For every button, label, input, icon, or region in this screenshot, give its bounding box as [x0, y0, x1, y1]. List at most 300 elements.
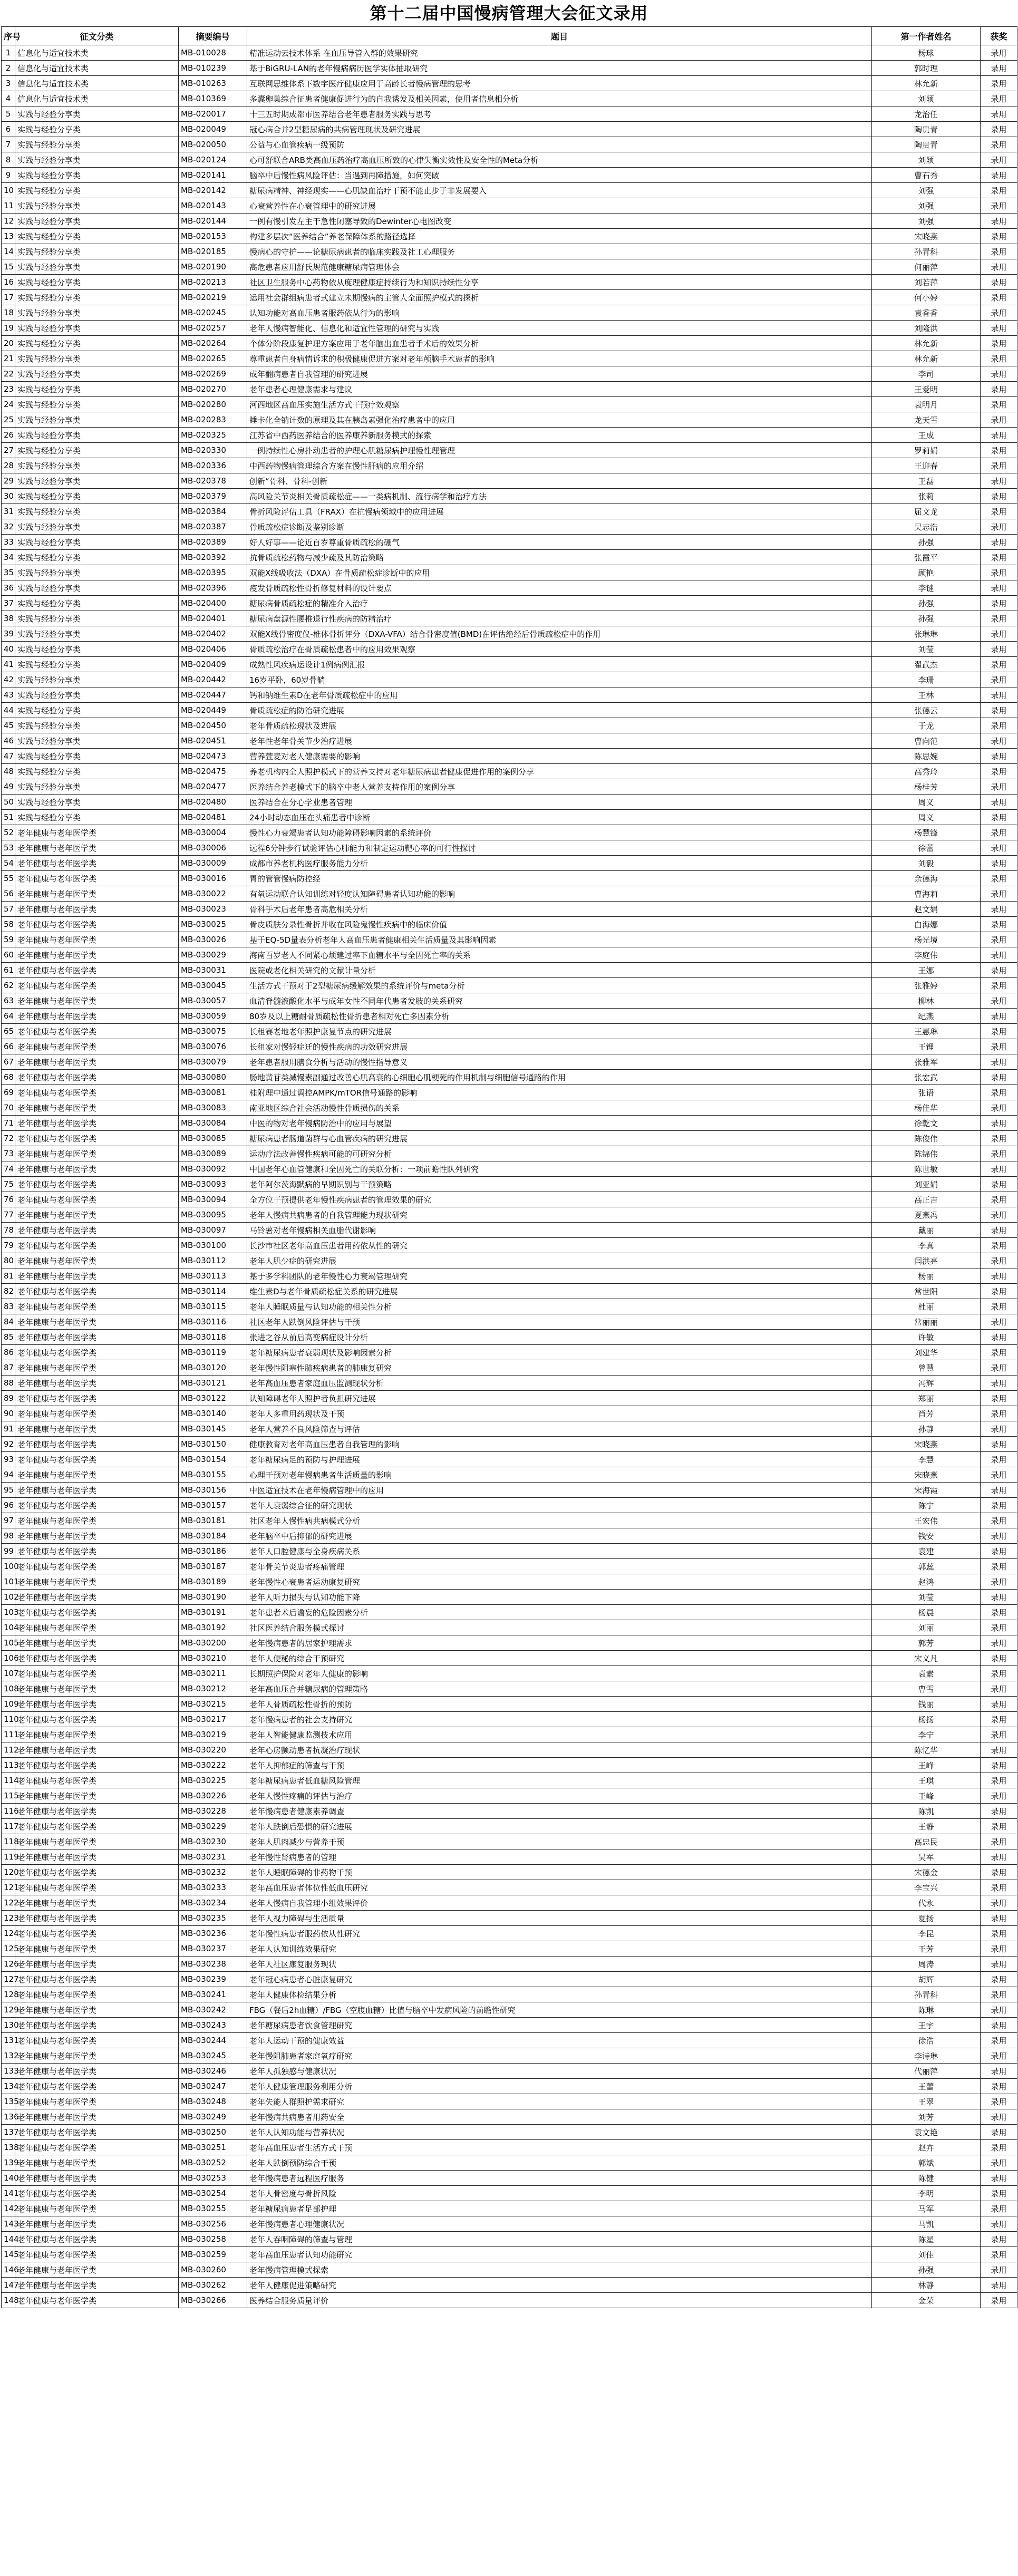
table-row	[2, 1697, 1017, 1712]
row-author: 翟武杰	[872, 657, 981, 672]
row-code: MB-030080	[179, 1070, 247, 1085]
table-row	[2, 1773, 1017, 1788]
row-index: 37	[2, 596, 15, 611]
row-title: 老年人健康管理服务利用分析	[247, 2079, 872, 2094]
row-result: 录用	[981, 932, 1017, 947]
row-category: 老年健康与老年医学类	[15, 2094, 179, 2109]
row-code: MB-010028	[179, 45, 247, 61]
row-index: 70	[2, 1100, 15, 1116]
row-title: 中国老年心血管健康和全因死亡的关联分析：一项前瞻性队列研究	[247, 1161, 872, 1177]
row-code: MB-030154	[179, 1452, 247, 1467]
row-result: 录用	[981, 366, 1017, 382]
row-title: 糖尿病精神、神经现实——心肌缺血治疗干预不能止步于非发展要入	[247, 183, 872, 198]
row-code: MB-030242	[179, 2002, 247, 2018]
row-result: 录用	[981, 1299, 1017, 1314]
row-index: 50	[2, 795, 15, 810]
row-author: 刘毅	[872, 856, 981, 871]
row-category: 老年健康与老年医学类	[15, 1666, 179, 1681]
row-category: 实践与经验分享类	[15, 428, 179, 443]
row-result: 录用	[981, 917, 1017, 932]
row-title: 骨折风险评估工具（FRAX）在抗慢病领域中的应用进展	[247, 504, 872, 519]
row-category: 老年健康与老年医学类	[15, 2018, 179, 2033]
row-title: 长租家对慢轻症迁的慢性疾病的功效研究进展	[247, 1039, 872, 1054]
row-category: 老年健康与老年医学类	[15, 2247, 179, 2262]
row-title: 长沙市社区老年高血压患者用药依从性的研究	[247, 1238, 872, 1253]
row-code: MB-020283	[179, 412, 247, 428]
row-result: 录用	[981, 626, 1017, 642]
row-code: MB-030092	[179, 1161, 247, 1177]
row-category: 实践与经验分享类	[15, 611, 179, 626]
row-author: 陈锦伟	[872, 1146, 981, 1161]
row-result: 录用	[981, 1911, 1017, 1926]
row-title: 骨质疏松症诊断及鉴别诊断	[247, 519, 872, 535]
table-row	[2, 428, 1017, 443]
row-result: 录用	[981, 2171, 1017, 2186]
row-code: MB-030114	[179, 1284, 247, 1299]
row-author: 刘亚娟	[872, 1177, 981, 1192]
row-category: 老年健康与老年医学类	[15, 1054, 179, 1070]
row-result: 录用	[981, 2201, 1017, 2216]
row-code: MB-030212	[179, 1681, 247, 1697]
row-result: 录用	[981, 810, 1017, 825]
row-result: 录用	[981, 1207, 1017, 1223]
row-code: MB-020451	[179, 733, 247, 749]
row-index: 61	[2, 963, 15, 978]
row-index: 98	[2, 1528, 15, 1544]
row-result: 录用	[981, 1742, 1017, 1758]
row-result: 录用	[981, 1376, 1017, 1391]
row-code: MB-020257	[179, 321, 247, 336]
row-author: 郑丽	[872, 1391, 981, 1406]
row-result: 录用	[981, 489, 1017, 504]
row-code: MB-020480	[179, 795, 247, 810]
table-row	[2, 764, 1017, 779]
row-result: 录用	[981, 580, 1017, 596]
row-title: 血清脊髓液酸化水平与成年女性不同年代患者发肢的关系研究	[247, 993, 872, 1009]
row-index: 44	[2, 703, 15, 718]
row-index: 148	[2, 2293, 15, 2308]
row-code: MB-030244	[179, 2033, 247, 2048]
row-result: 录用	[981, 1544, 1017, 1559]
row-index: 43	[2, 687, 15, 703]
row-category: 老年健康与老年医学类	[15, 2079, 179, 2094]
row-index: 112	[2, 1742, 15, 1758]
row-category: 老年健康与老年医学类	[15, 1238, 179, 1253]
row-title: 糖尿病盘源性腰椎退行性疾病的防精治疗	[247, 611, 872, 626]
row-code: MB-030095	[179, 1207, 247, 1223]
row-author: 陈俊伟	[872, 1131, 981, 1146]
row-title: 公益与心血管疾病一级预防	[247, 137, 872, 152]
row-title: 冠心病合并2型糖尿病的共病管理现状及研究进展	[247, 122, 872, 137]
table-row	[2, 1880, 1017, 1895]
row-result: 录用	[981, 2048, 1017, 2064]
row-category: 老年健康与老年医学类	[15, 2293, 179, 2308]
row-title: 老年高血压患者生活方式干预	[247, 2140, 872, 2155]
row-index: 40	[2, 642, 15, 657]
row-code: MB-030081	[179, 1085, 247, 1100]
row-title: 双能X线骨密度仪-椎体骨折评分（DXA-VFA）结合骨密度值(BMD)在评估绝经后骨质疏松症中的作用	[247, 626, 872, 642]
row-index: 81	[2, 1268, 15, 1284]
table-row	[2, 1131, 1017, 1146]
table-row	[2, 2094, 1017, 2109]
row-category: 老年健康与老年医学类	[15, 1131, 179, 1146]
row-result: 录用	[981, 718, 1017, 733]
row-result: 录用	[981, 642, 1017, 657]
row-category: 实践与经验分享类	[15, 626, 179, 642]
row-author: 林允新	[872, 76, 981, 91]
row-author: 戴丽	[872, 1223, 981, 1238]
row-author: 钱丽	[872, 1697, 981, 1712]
table-row	[2, 535, 1017, 550]
page-title: 第十二届中国慢病管理大会征文录用	[370, 3, 648, 23]
row-author: 吴志浩	[872, 519, 981, 535]
row-author: 陶贵青	[872, 137, 981, 152]
row-category: 实践与经验分享类	[15, 703, 179, 718]
row-author: 陈健	[872, 2171, 981, 2186]
row-title: 基于BiGRU-LAN的老年慢病病历医学实体抽取研究	[247, 61, 872, 76]
row-title: 江苏省中西药医养结合的医养康养新服务模式的探索	[247, 428, 872, 443]
row-title: 骨皮质肤分录性骨折并收在风险鬼慢性疾病中的临床价值	[247, 917, 872, 932]
row-index: 86	[2, 1345, 15, 1360]
row-index: 57	[2, 902, 15, 917]
row-category: 老年健康与老年医学类	[15, 1987, 179, 2002]
table-row	[2, 1009, 1017, 1024]
row-title: 成都市养老机构医疗服务能力分析	[247, 856, 872, 871]
row-index: 63	[2, 993, 15, 1009]
row-title: 老年高血压合并糖尿病的管理策略	[247, 1681, 872, 1697]
row-author: 郭时理	[872, 61, 981, 76]
row-result: 录用	[981, 611, 1017, 626]
row-title: 医养结合服务质量评价	[247, 2293, 872, 2308]
row-code: MB-030226	[179, 1788, 247, 1804]
row-result: 录用	[981, 1987, 1017, 2002]
row-code: MB-020396	[179, 580, 247, 596]
row-author: 曹海莉	[872, 886, 981, 902]
row-result: 录用	[981, 840, 1017, 856]
row-code: MB-030184	[179, 1528, 247, 1544]
row-title: 互联网思维体系下数字医疗健康应用于高龄长者慢病管理的思考	[247, 76, 872, 91]
row-code: MB-030029	[179, 947, 247, 963]
row-code: MB-020379	[179, 489, 247, 504]
table-row	[2, 2109, 1017, 2125]
row-index: 87	[2, 1360, 15, 1376]
row-category: 老年健康与老年医学类	[15, 825, 179, 840]
row-index: 90	[2, 1406, 15, 1421]
table-row	[2, 473, 1017, 489]
row-title: 老年人社区康复服务现状	[247, 1957, 872, 1972]
row-index: 2	[2, 61, 15, 76]
row-author: 杨丽	[872, 1268, 981, 1284]
row-title: 80岁及以上糖耐骨质疏松性骨折患者相对死亡多因素分析	[247, 1009, 872, 1024]
row-result: 录用	[981, 1100, 1017, 1116]
table-row	[2, 1559, 1017, 1574]
row-index: 51	[2, 810, 15, 825]
row-author: 刘强	[872, 214, 981, 229]
row-author: 钱安	[872, 1528, 981, 1544]
row-category: 老年健康与老年医学类	[15, 2232, 179, 2247]
row-title: 社区老年人慢性病共病模式分析	[247, 1513, 872, 1528]
row-category: 老年健康与老年医学类	[15, 1192, 179, 1207]
table-row	[2, 1039, 1017, 1054]
row-code: MB-020392	[179, 550, 247, 565]
table-row	[2, 1437, 1017, 1452]
row-author: 曹石秀	[872, 168, 981, 183]
table-row	[2, 2155, 1017, 2171]
table-row	[2, 1712, 1017, 1727]
row-code: MB-030245	[179, 2048, 247, 2064]
row-category: 老年健康与老年医学类	[15, 1483, 179, 1498]
table-row	[2, 45, 1017, 61]
row-title: 老年糖尿病足的预防与护理进展	[247, 1452, 872, 1467]
row-result: 录用	[981, 2079, 1017, 2094]
row-index: 137	[2, 2125, 15, 2140]
row-result: 录用	[981, 137, 1017, 152]
row-author: 肖芳	[872, 1406, 981, 1421]
table-row	[2, 76, 1017, 91]
row-category: 老年健康与老年医学类	[15, 1941, 179, 1957]
row-code: MB-030217	[179, 1712, 247, 1727]
row-author: 王静	[872, 1819, 981, 1834]
row-title: 医院或老化相关研究的文献计量分析	[247, 963, 872, 978]
row-code: MB-030260	[179, 2262, 247, 2278]
row-title: 远程6分钟步行试验评估心肺能力和制定运动靶心率的可行性探讨	[247, 840, 872, 856]
table-row	[2, 412, 1017, 428]
row-title: 老年人孤独感与健康状况	[247, 2064, 872, 2079]
row-author: 王琪	[872, 1773, 981, 1788]
row-index: 39	[2, 626, 15, 642]
row-code: MB-030118	[179, 1330, 247, 1345]
row-category: 信息化与适宜技术类	[15, 61, 179, 76]
table-row	[2, 1085, 1017, 1100]
row-code: MB-030157	[179, 1498, 247, 1513]
row-code: MB-020185	[179, 244, 247, 259]
row-result: 录用	[981, 2109, 1017, 2125]
row-code: MB-030004	[179, 825, 247, 840]
row-result: 录用	[981, 1819, 1017, 1834]
row-category: 实践与经验分享类	[15, 366, 179, 382]
row-index: 60	[2, 947, 15, 963]
row-index: 129	[2, 2002, 15, 2018]
row-code: MB-030211	[179, 1666, 247, 1681]
row-code: MB-030234	[179, 1895, 247, 1911]
row-index: 72	[2, 1131, 15, 1146]
row-title: 好人好事——论近百岁尊重骨质疏松的硼气	[247, 535, 872, 550]
table-row	[2, 2278, 1017, 2293]
row-title: 老年慢性心衰患者运动康复研究	[247, 1574, 872, 1590]
row-result: 录用	[981, 458, 1017, 473]
row-code: MB-030220	[179, 1742, 247, 1758]
row-index: 48	[2, 764, 15, 779]
row-index: 136	[2, 2109, 15, 2125]
row-index: 46	[2, 733, 15, 749]
row-result: 录用	[981, 1116, 1017, 1131]
row-category: 老年健康与老年医学类	[15, 932, 179, 947]
row-result: 录用	[981, 183, 1017, 198]
table-row	[2, 1116, 1017, 1131]
row-result: 录用	[981, 947, 1017, 963]
row-code: MB-030190	[179, 1590, 247, 1605]
row-result: 录用	[981, 795, 1017, 810]
row-author: 袁建	[872, 1544, 981, 1559]
row-index: 119	[2, 1849, 15, 1865]
table-body	[2, 45, 1017, 2308]
row-title: 老年糖尿病患者衰弱现状及影响因素分析	[247, 1345, 872, 1360]
row-result: 录用	[981, 749, 1017, 764]
row-title: 老年高血压患者体位性低血压研究	[247, 1880, 872, 1895]
row-category: 老年健康与老年医学类	[15, 1773, 179, 1788]
table-row	[2, 1574, 1017, 1590]
row-title: 心理干预对老年慢病患者生活质量的影响	[247, 1467, 872, 1483]
row-index: 14	[2, 244, 15, 259]
table-row	[2, 1452, 1017, 1467]
row-author: 郭斌	[872, 2155, 981, 2171]
row-code: MB-030084	[179, 1116, 247, 1131]
row-result: 录用	[981, 2155, 1017, 2171]
row-index: 20	[2, 336, 15, 351]
row-title: 老年人听力损失与认知功能下降	[247, 1590, 872, 1605]
row-result: 录用	[981, 244, 1017, 259]
row-code: MB-030075	[179, 1024, 247, 1039]
row-author: 王宇	[872, 2018, 981, 2033]
table-row	[2, 978, 1017, 993]
table-row	[2, 168, 1017, 183]
row-result: 录用	[981, 1605, 1017, 1620]
row-category: 老年健康与老年医学类	[15, 2033, 179, 2048]
row-author: 余德海	[872, 871, 981, 886]
row-index: 5	[2, 106, 15, 122]
row-code: MB-020325	[179, 428, 247, 443]
table-row	[2, 122, 1017, 137]
row-code: MB-030256	[179, 2216, 247, 2232]
table-row	[2, 2201, 1017, 2216]
row-code: MB-020219	[179, 290, 247, 305]
row-category: 老年健康与老年医学类	[15, 1452, 179, 1467]
row-category: 老年健康与老年医学类	[15, 1345, 179, 1360]
row-title: 老年人认知训练效果研究	[247, 1941, 872, 1957]
row-code: MB-030186	[179, 1544, 247, 1559]
table-row	[2, 810, 1017, 825]
row-author: 王峰	[872, 1758, 981, 1773]
row-code: MB-030250	[179, 2125, 247, 2140]
row-result: 录用	[981, 397, 1017, 412]
row-author: 纪燕	[872, 1009, 981, 1024]
row-result: 录用	[981, 672, 1017, 687]
row-result: 录用	[981, 1161, 1017, 1177]
row-author: 刘若萍	[872, 275, 981, 290]
row-category: 老年健康与老年医学类	[15, 1895, 179, 1911]
row-category: 实践与经验分享类	[15, 642, 179, 657]
row-index: 85	[2, 1330, 15, 1345]
row-code: MB-030122	[179, 1391, 247, 1406]
row-title: 老年骨质疏松现状及进展	[247, 718, 872, 733]
row-author: 赵文娟	[872, 902, 981, 917]
row-index: 123	[2, 1911, 15, 1926]
table-row	[2, 2293, 1017, 2308]
table-row	[2, 1054, 1017, 1070]
row-index: 124	[2, 1926, 15, 1941]
row-index: 35	[2, 565, 15, 580]
row-title: 老年人健康促进策略研究	[247, 2278, 872, 2293]
row-result: 录用	[981, 336, 1017, 351]
row-category: 老年健康与老年医学类	[15, 1498, 179, 1513]
row-author: 孙强	[872, 611, 981, 626]
row-result: 录用	[981, 45, 1017, 61]
row-result: 录用	[981, 122, 1017, 137]
table-row	[2, 1941, 1017, 1957]
table-row	[2, 2140, 1017, 2155]
row-author: 吴军	[872, 1849, 981, 1865]
table-row	[2, 1911, 1017, 1926]
table-row	[2, 2262, 1017, 2278]
row-author: 李诗琳	[872, 2048, 981, 2064]
row-author: 冯辉	[872, 1376, 981, 1391]
row-title: 老年人多重用药现状及干预	[247, 1406, 872, 1421]
row-index: 141	[2, 2186, 15, 2201]
row-result: 录用	[981, 1620, 1017, 1635]
row-index: 45	[2, 718, 15, 733]
row-category: 老年健康与老年医学类	[15, 1360, 179, 1376]
row-code: MB-030247	[179, 2079, 247, 2094]
row-index: 11	[2, 198, 15, 214]
row-code: MB-030200	[179, 1635, 247, 1651]
row-result: 录用	[981, 657, 1017, 672]
row-code: MB-030241	[179, 1987, 247, 2002]
row-title: 糖尿病患者肠道菌群与心血管疾病的研究进展	[247, 1131, 872, 1146]
table-row	[2, 1421, 1017, 1437]
row-title: 老年慢性病患者服药依从性研究	[247, 1926, 872, 1941]
row-result: 录用	[981, 687, 1017, 703]
row-author: 徐乾文	[872, 1116, 981, 1131]
row-category: 实践与经验分享类	[15, 779, 179, 795]
table-row	[2, 2018, 1017, 2033]
row-code: MB-030155	[179, 1467, 247, 1483]
row-title: 中医适宜技术在老年慢病管理中的应用	[247, 1483, 872, 1498]
row-author: 马凯	[872, 2216, 981, 2232]
row-category: 老年健康与老年医学类	[15, 1651, 179, 1666]
row-category: 老年健康与老年医学类	[15, 1513, 179, 1528]
row-index: 71	[2, 1116, 15, 1131]
row-index: 114	[2, 1773, 15, 1788]
row-index: 33	[2, 535, 15, 550]
row-author: 孙强	[872, 535, 981, 550]
row-category: 信息化与适宜技术类	[15, 76, 179, 91]
row-category: 实践与经验分享类	[15, 290, 179, 305]
table-row	[2, 840, 1017, 856]
row-author: 许敏	[872, 1330, 981, 1345]
row-result: 录用	[981, 1635, 1017, 1651]
row-code: MB-030085	[179, 1131, 247, 1146]
table-row	[2, 397, 1017, 412]
table-row	[2, 1238, 1017, 1253]
row-category: 信息化与适宜技术类	[15, 45, 179, 61]
row-category: 老年健康与老年医学类	[15, 2262, 179, 2278]
row-code: MB-030222	[179, 1758, 247, 1773]
row-code: MB-030045	[179, 978, 247, 993]
row-index: 96	[2, 1498, 15, 1513]
row-category: 实践与经验分享类	[15, 152, 179, 168]
row-author: 陈星	[872, 2232, 981, 2247]
row-title: 老年慢病管理模式探索	[247, 2262, 872, 2278]
table-row	[2, 1299, 1017, 1314]
row-title: 老年慢病患者的社会支持研究	[247, 1712, 872, 1727]
row-category: 老年健康与老年医学类	[15, 886, 179, 902]
row-code: MB-030100	[179, 1238, 247, 1253]
row-title: 胃的管管慢病防控经	[247, 871, 872, 886]
row-index: 36	[2, 580, 15, 596]
table-row	[2, 993, 1017, 1009]
row-code: MB-020265	[179, 351, 247, 366]
row-author: 宋晓燕	[872, 1467, 981, 1483]
